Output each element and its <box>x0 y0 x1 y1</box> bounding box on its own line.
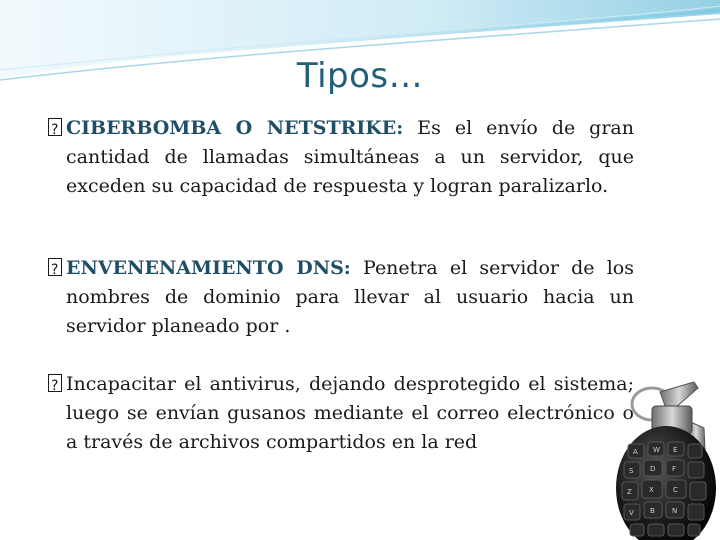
bullet-item-envenenamiento-dns <box>48 254 634 341</box>
bullet-item-ciberbomba <box>48 114 634 201</box>
svg-text:V: V <box>629 509 634 517</box>
bullet-glyph-icon <box>48 374 62 392</box>
bullet-item-antivirus <box>48 370 634 457</box>
svg-text:F: F <box>672 465 677 473</box>
bullet-glyph-icon <box>48 118 62 136</box>
svg-text:E: E <box>673 446 678 454</box>
svg-text:C: C <box>673 486 678 494</box>
bullet-text: Es el envío de gran cantidad de llamadas simultáneas a un servidor, que exceden su capacidad de respuesta y logran paralizarlo. <box>66 117 634 197</box>
bullet-glyph-icon <box>48 258 62 276</box>
keyboard-grenade-image <box>594 380 720 540</box>
svg-text:D: D <box>650 465 656 473</box>
slide-title: Tipos… <box>296 56 424 96</box>
svg-text:N: N <box>672 507 678 515</box>
bullet-text: Incapacitar el antivirus, dejando desprotegido el sistema; luego se envían gusanos mediante el correo electrónico o a través de archivos compartidos en la red <box>66 373 634 453</box>
bullet-keyword: CIBERBOMBA O NETSTRIKE: <box>66 117 404 139</box>
svg-text:X: X <box>649 486 654 494</box>
bullet-keyword: ENVENENAMIENTO DNS: <box>66 257 351 279</box>
svg-text:A: A <box>633 448 638 456</box>
bullet-text: Penetra el servidor de los nombres de dominio para llevar al usuario hacia un servidor planeado por . <box>66 257 634 337</box>
svg-text:W: W <box>653 446 660 454</box>
svg-text:S: S <box>629 467 634 475</box>
svg-text:B: B <box>650 507 655 515</box>
svg-text:Z: Z <box>627 488 632 496</box>
